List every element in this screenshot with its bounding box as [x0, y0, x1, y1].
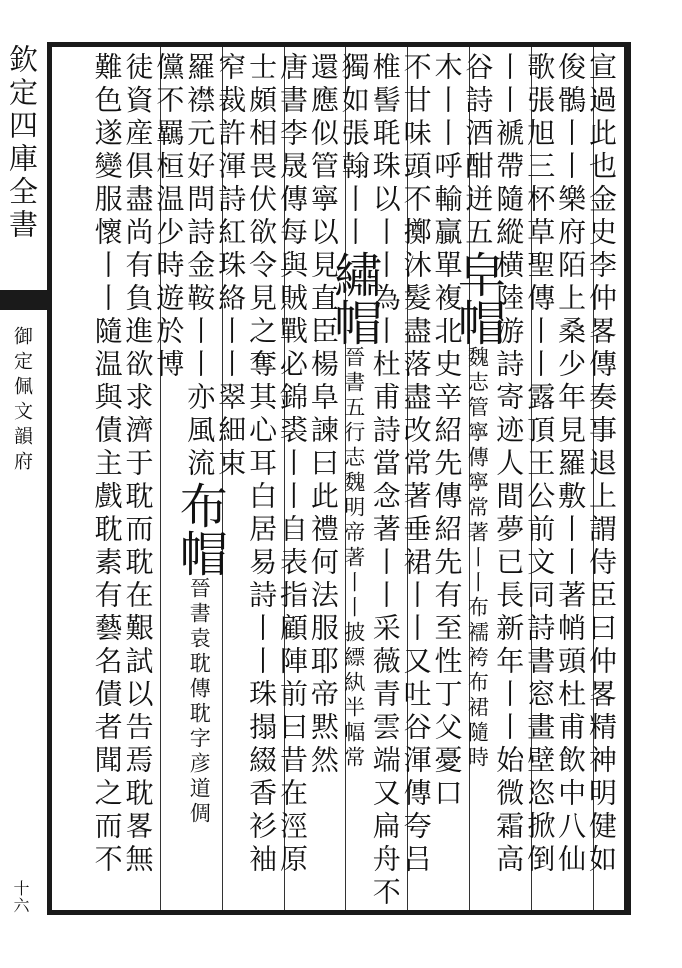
column-text: 歌張旭三杯草聖傳丨丨露頂王公前文同詩書窓畫壁恣掀倒: [523, 52, 557, 877]
annotation-text: 晉書袁耽傳耽字彦道倜: [187, 577, 212, 827]
column-text: 不甘味頭不擲沐髮盡落盡改常著垂裙丨丨又吐谷渾傳夸吕: [399, 52, 433, 877]
column-text: 以見直臣楊阜諫曰此禮何法服耶帝黙然: [306, 217, 340, 778]
column-text: 儻不羈桓温少時遊於博: [152, 52, 186, 382]
column-text: 谷詩酒酣迸五: [461, 52, 495, 250]
column-text: 窄裁許渾詩紅珠絡丨丨翠細束: [214, 52, 248, 481]
entry-heading: 皁帽: [449, 250, 506, 346]
column-text: 獨如張翰丨丨: [337, 52, 371, 250]
annotation-text: 晉書五行志魏明帝著丨丨披縹紈半幅常: [341, 346, 366, 771]
column-text: 唐書李晟傳每與賊戰必錦裘丨丨自表指顧陣前曰昔在涇原: [276, 52, 309, 877]
column-text: 丨丨褫帶隨縱横陸游詩寄迹人間夢已長新年丨丨始微霜高: [492, 52, 526, 877]
entry-heading: 繡帽: [325, 250, 382, 346]
entry-heading: 布帽: [171, 481, 228, 577]
column-text: 俊鶻丨丨樂府陌上桑少年見羅敷丨丨著帩頭杜甫飲中八仙: [554, 52, 588, 877]
text-column: [85, 52, 129, 877]
column-text: 難色遂變服懷丨丨隨温與債主戲耽素有藝名債者聞之而不: [90, 52, 124, 877]
column-text: 宣過此也金史李仲畧傳奏事退上謂侍臣曰仲畧精神明健如: [585, 52, 618, 877]
fish-tail-mark: [0, 290, 47, 310]
book-title: 御定佩文韻府: [11, 326, 33, 476]
column-text: 羅襟元好問詩金鞍丨丨亦風流: [183, 52, 217, 481]
column-text: 木丨丨呼輸贏單複北史辛紹先傳紹先有至性丁父憂口: [430, 52, 464, 811]
column-text: 椎髻毦珠以丨丨為丨杜甫詩當念著丨丨采薇青雲端又扁舟不: [368, 52, 402, 910]
column-text: 徒資産俱盡尚有負進欲求濟于耽而耽在艱試以告焉耽畧無: [121, 52, 155, 877]
column-text: 士頗相畏伏欲令見之奪其心耳白居易詩丨丨珠搨綴香衫袖: [245, 52, 279, 877]
page-margin: [0, 0, 47, 968]
page-number: 十六: [11, 880, 30, 914]
series-title: 欽定四庫全書: [5, 44, 39, 242]
column-text: 還應似管寧: [306, 52, 340, 217]
annotation-text: 魏志管寧傳寧常著丨丨布襦袴布裙隨時: [465, 346, 490, 771]
